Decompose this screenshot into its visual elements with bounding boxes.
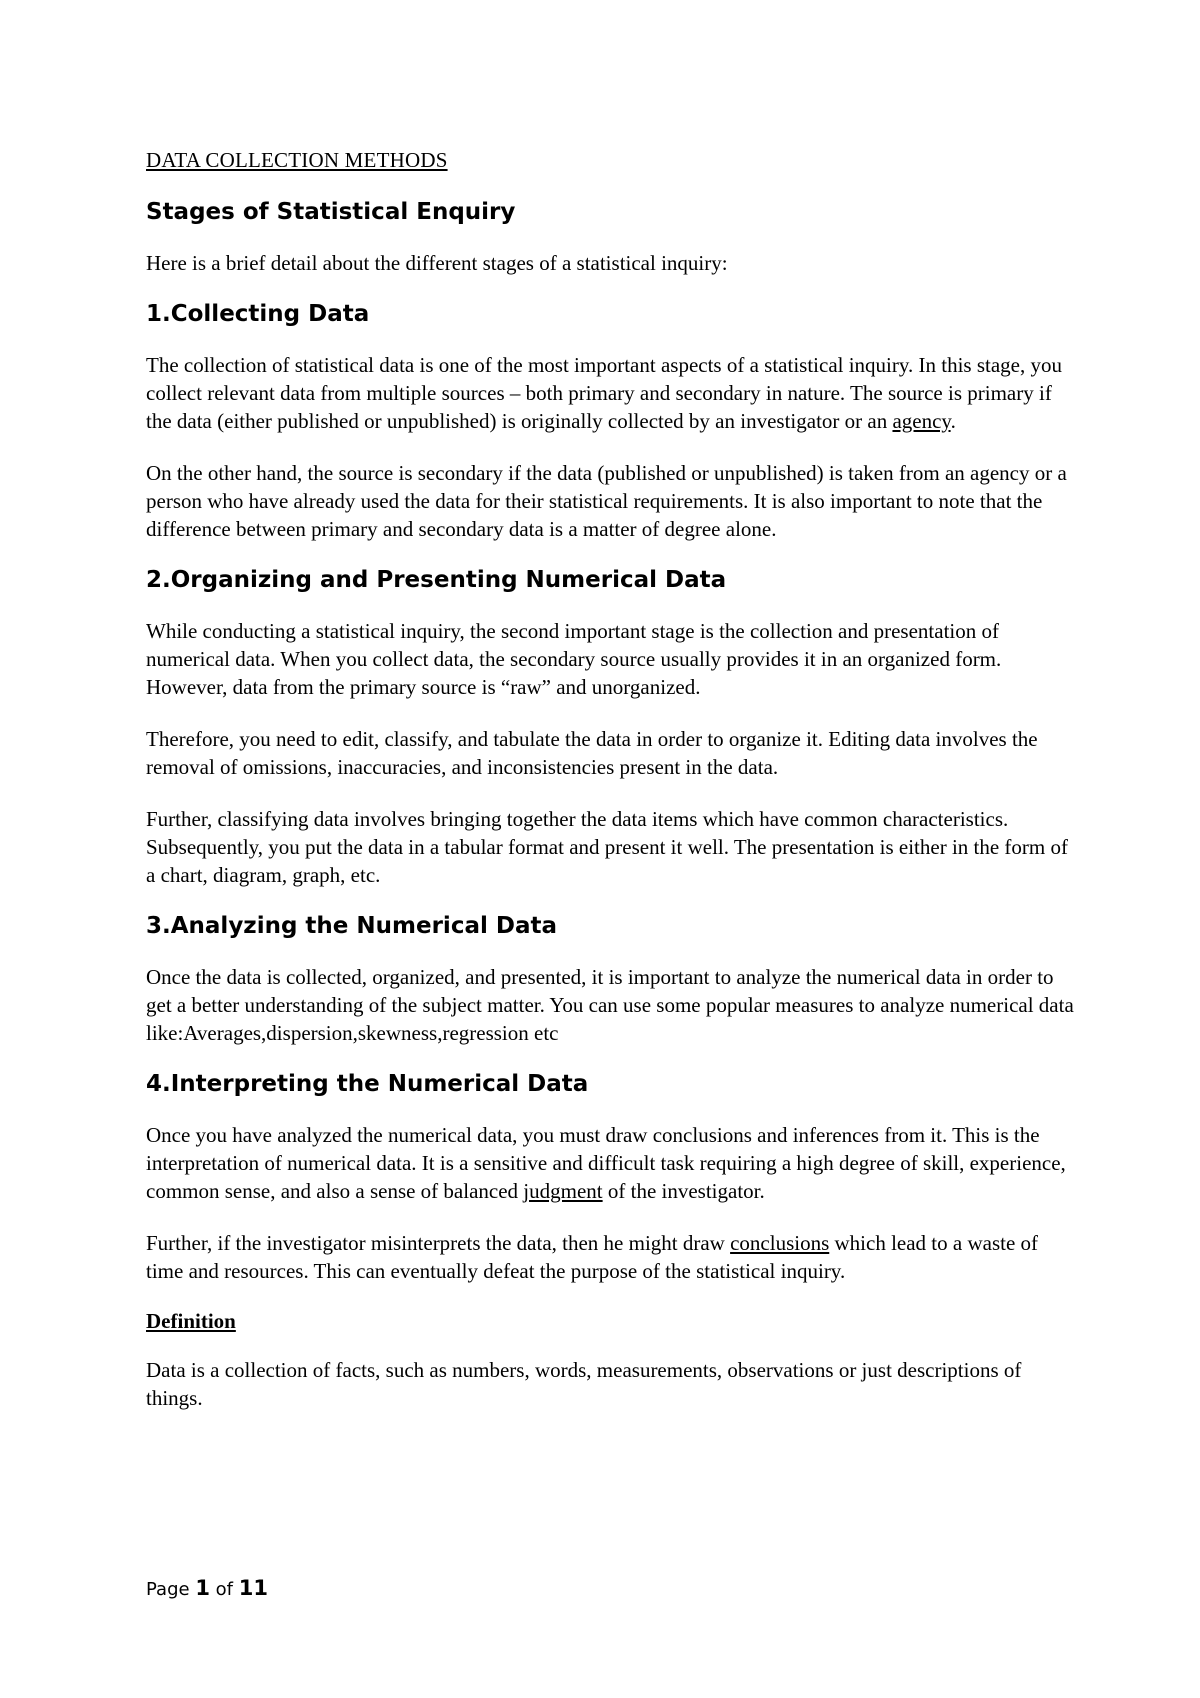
- paragraph: Further, if the investigator misinterprets the data, then he might draw conclusions which lead to a waste of time and resources. This can eventually defeat the purpose of the statistical inquiry.: [146, 1231, 1039, 1283]
- definition-paragraph: Data is a collection of facts, such as numbers, words, measurements, observations or just descriptions of things.: [146, 1358, 1022, 1410]
- paragraph: Once you have analyzed the numerical data, you must draw conclusions and inferences from it. This is the interpretation of numerical data. It is a sensitive and difficult task requiring a high degree of skill, experience, common sense, and also a sense of balanced judgment of the investigator.: [146, 1123, 1066, 1203]
- paragraph: The collection of statistical data is one of the most important aspects of a statistical inquiry. In this stage, you collect relevant data from multiple sources – both primary and secondary in nature. The source is primary if the data (either published or unpublished) is originally collected by an investigator or an agency.: [146, 353, 1063, 433]
- definition-title: Definition: [146, 1309, 236, 1333]
- agency-link[interactable]: agency: [892, 409, 951, 433]
- page-footer: [146, 1576, 268, 1600]
- of-label: of: [209, 1579, 239, 1600]
- paragraph: Once the data is collected, organized, and presented, it is important to analyze the numerical data in order to get a better understanding of the subject matter. You can use some popular measures to analyze numerical data like:Averages,dispersion,skewness,regression etc: [146, 965, 1074, 1045]
- document-title: DATA COLLECTION METHODS: [146, 148, 448, 172]
- paragraph: Further, classifying data involves bringing together the data items which have common characteristics. Subsequently, you put the data in a tabular format and present it well. The presentation is either in the form of a chart, diagram, graph, etc.: [146, 807, 1069, 887]
- section-heading-organizing: 2.Organizing and Presenting Numerical Data: [146, 567, 727, 593]
- conclusions-link[interactable]: conclusions: [730, 1231, 830, 1255]
- section-heading-collecting: 1.Collecting Data: [146, 301, 370, 327]
- section-heading-analyzing: 3.Analyzing the Numerical Data: [146, 913, 557, 939]
- page-number: 1: [195, 1576, 210, 1600]
- intro-paragraph: Here is a brief detail about the different stages of a statistical inquiry:: [146, 251, 728, 275]
- judgment-link[interactable]: judgment: [523, 1179, 603, 1203]
- document-body: [146, 148, 1076, 1436]
- paragraph: Therefore, you need to edit, classify, and tabulate the data in order to organize it. Editing data involves the removal of omissions, inaccuracies, and inconsistencies present in the data.: [146, 727, 1038, 779]
- paragraph: While conducting a statistical inquiry, the second important stage is the collection and presentation of numerical data. When you collect data, the secondary source usually provides it in an organized form. However, data from the primary source is “raw” and unorganized.: [146, 619, 1002, 699]
- paragraph: On the other hand, the source is secondary if the data (published or unpublished) is taken from an agency or a person who have already used the data for their statistical requirements. It is also important to note that the difference between primary and secondary data is a matter of degree alone.: [146, 461, 1067, 541]
- total-pages: 11: [238, 1576, 268, 1600]
- section-heading-interpreting: 4.Interpreting the Numerical Data: [146, 1071, 589, 1097]
- page-label: Page: [146, 1579, 196, 1600]
- main-heading: Stages of Statistical Enquiry: [146, 199, 516, 225]
